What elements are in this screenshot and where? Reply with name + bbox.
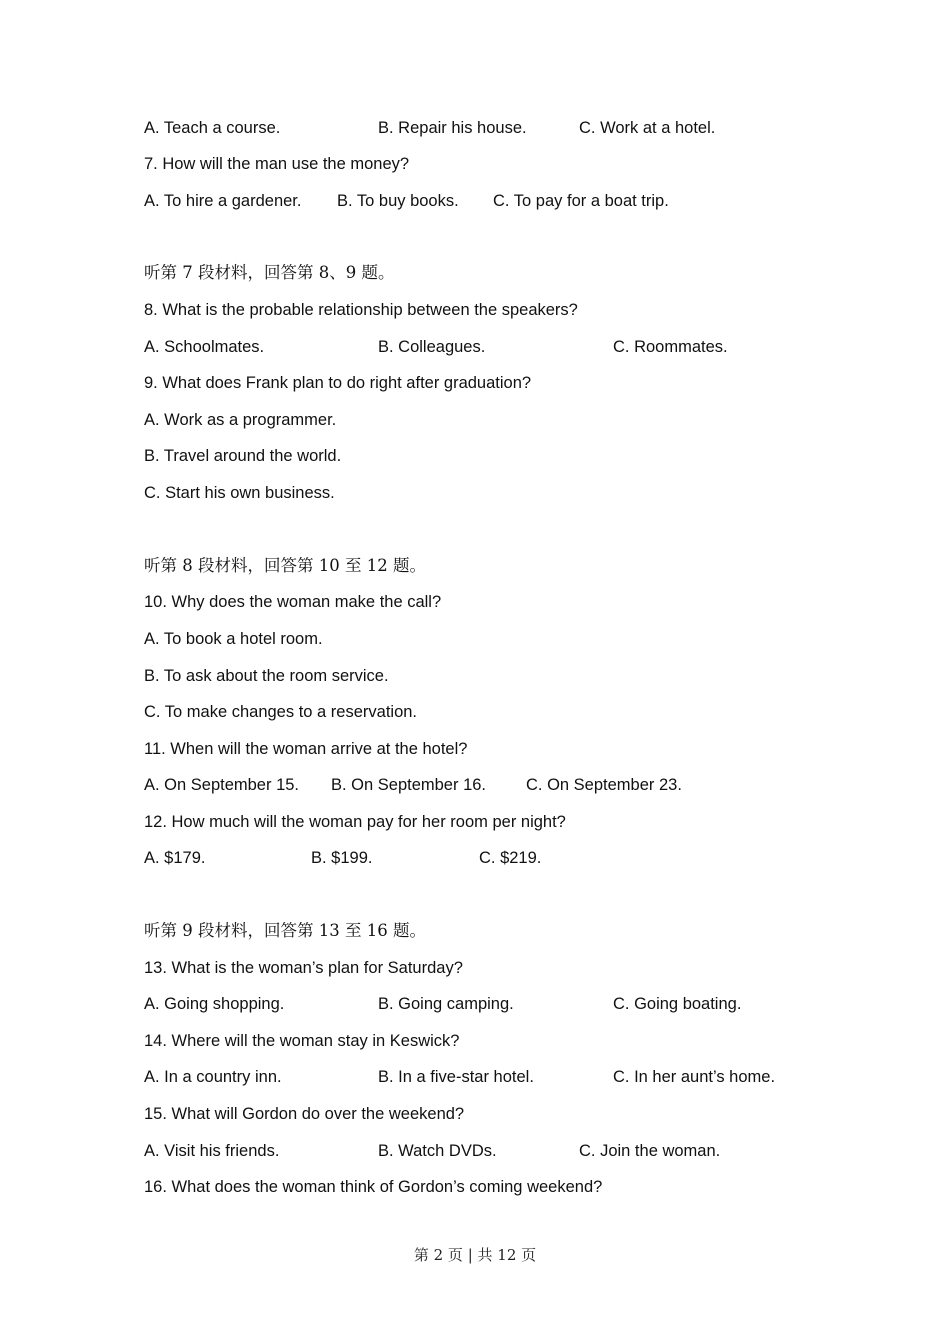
q12-option-c: C. $219. [479,849,542,867]
section-9-heading: 听第 9 段材料，回答第 13 至 16 题。 [144,921,426,940]
q11-option-c: C. On September 23. [526,776,682,794]
q6-option-b: B. Repair his house. [378,119,527,137]
section-7-heading: 听第 7 段材料，回答第 8、9 题。 [144,263,395,282]
q15-option-c: C. Join the woman. [579,1142,721,1160]
q9-option-a: A. Work as a programmer. [144,411,337,429]
q15-option-a: A. Visit his friends. [144,1142,280,1160]
q8-option-c: C. Roommates. [613,338,728,356]
q14-option-b: B. In a five-star hotel. [378,1068,534,1086]
q16-question: 16. What does the woman think of Gordon’s coming weekend? [144,1178,603,1196]
q7-option-a: A. To hire a gardener. [144,192,302,210]
q9-option-c: C. Start his own business. [144,484,335,502]
q10-option-b: B. To ask about the room service. [144,667,389,685]
section-8-heading: 听第 8 段材料，回答第 10 至 12 题。 [144,556,426,575]
q12-question: 12. How much will the woman pay for her room per night? [144,813,566,831]
q7-question: 7. How will the man use the money? [144,155,410,173]
q7-option-b: B. To buy books. [337,192,459,210]
q13-option-a: A. Going shopping. [144,995,285,1013]
q10-question: 10. Why does the woman make the call? [144,593,442,611]
q9-option-b: B. Travel around the world. [144,447,342,465]
q12-option-b: B. $199. [311,849,373,867]
q14-question: 14. Where will the woman stay in Keswick? [144,1032,460,1050]
q13-option-c: C. Going boating. [613,995,742,1013]
q8-option-b: B. Colleagues. [378,338,486,356]
q8-option-a: A. Schoolmates. [144,338,265,356]
q8-question: 8. What is the probable relationship between the speakers? [144,301,578,319]
q15-question: 15. What will Gordon do over the weekend? [144,1105,465,1123]
q12-option-a: A. $179. [144,849,206,867]
q10-option-c: C. To make changes to a reservation. [144,703,418,721]
q6-option-a: A. Teach a course. [144,119,281,137]
q13-question: 13. What is the woman’s plan for Saturday? [144,959,463,977]
page-footer: 第 2 页 | 共 12 页 [413,1246,537,1264]
q11-question: 11. When will the woman arrive at the hotel? [144,740,468,758]
q11-option-b: B. On September 16. [331,776,487,794]
q13-option-b: B. Going camping. [378,995,514,1013]
q6-option-c: C. Work at a hotel. [579,119,716,137]
q7-option-c: C. To pay for a boat trip. [493,192,669,210]
q11-option-a: A. On September 15. [144,776,300,794]
q10-option-a: A. To book a hotel room. [144,630,323,648]
q14-option-a: A. In a country inn. [144,1068,282,1086]
q15-option-b: B. Watch DVDs. [378,1142,497,1160]
q9-question: 9. What does Frank plan to do right after graduation? [144,374,532,392]
q14-option-c: C. In her aunt’s home. [613,1068,776,1086]
